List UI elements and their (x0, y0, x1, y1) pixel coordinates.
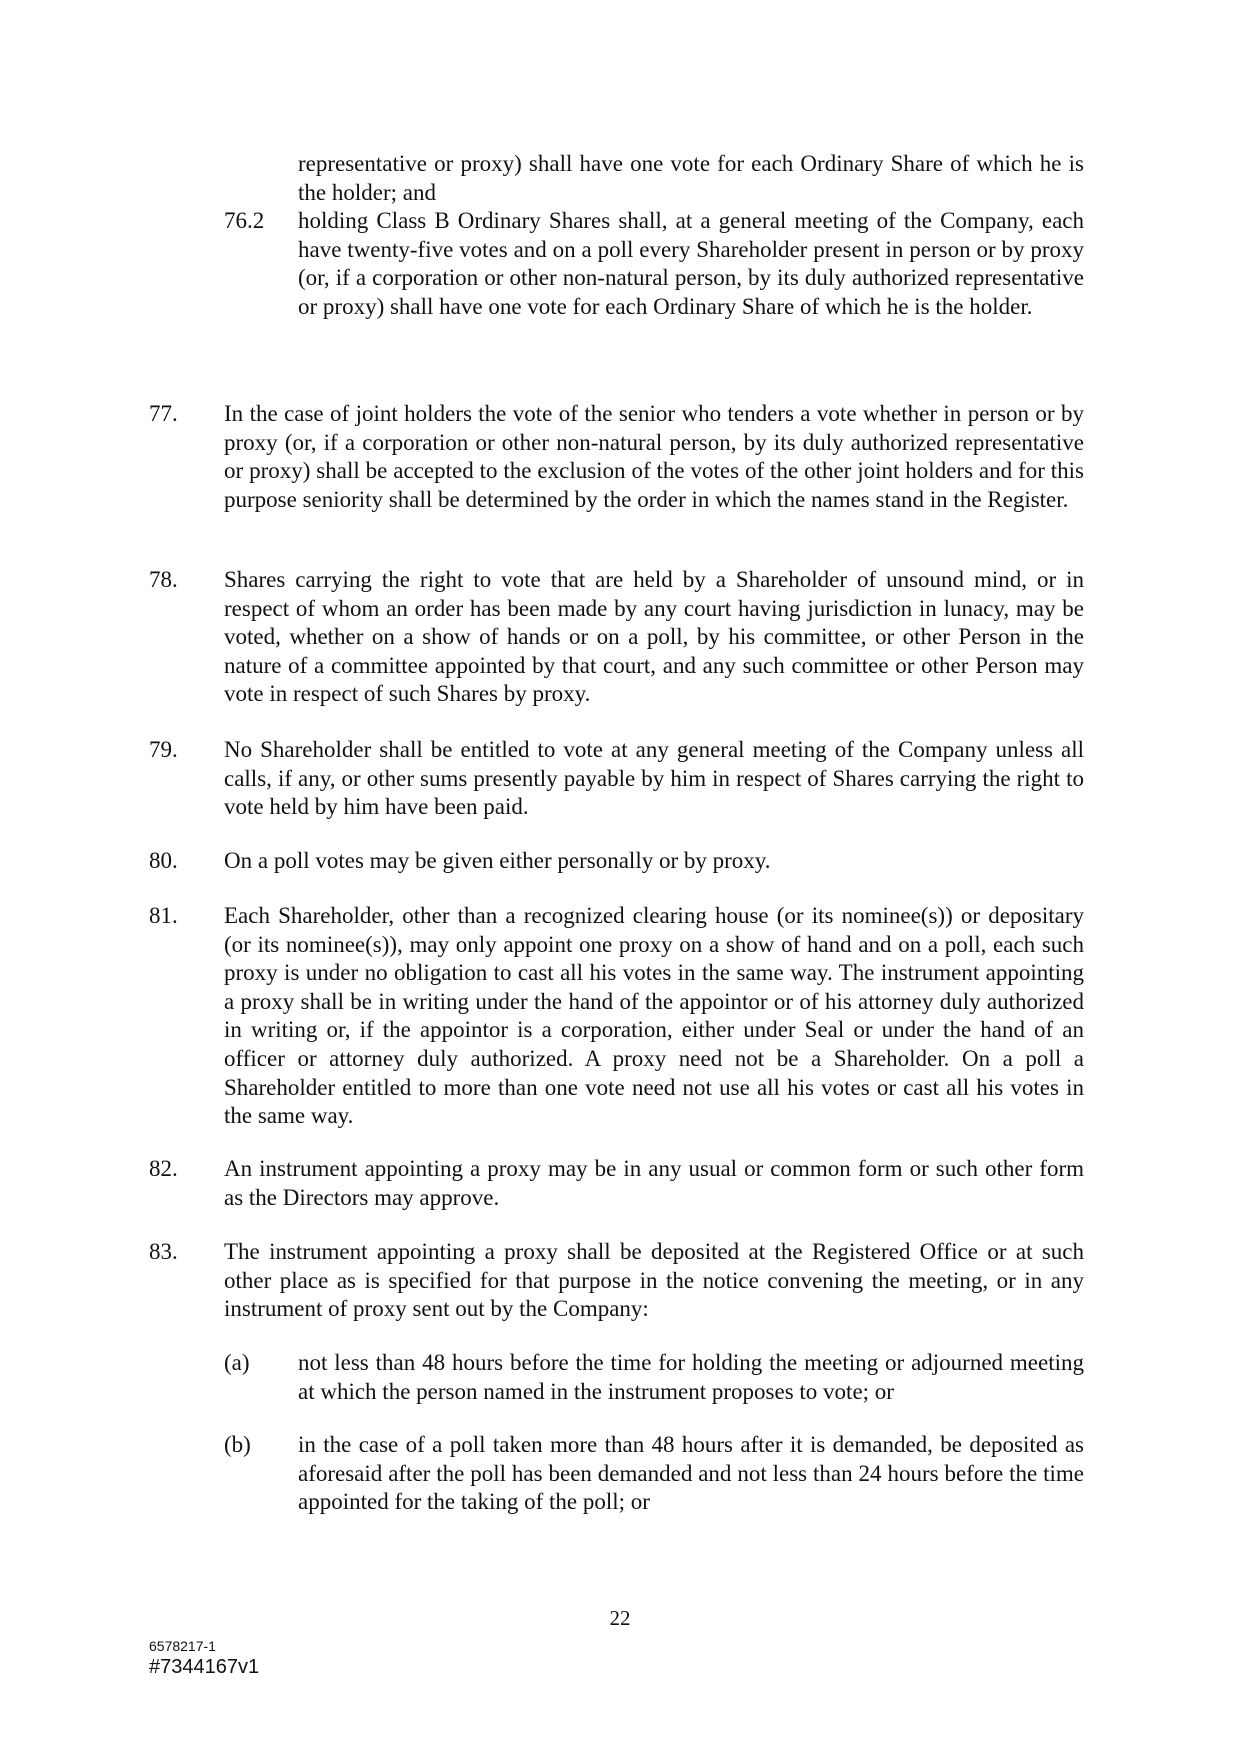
clause-76-2-number: 76.2 (224, 208, 265, 233)
clause-82-number: 82. (149, 1156, 178, 1181)
clause-76-1-continuation: representative or proxy) shall have one vote for each Ordinary Share of which he is the holder; and (298, 151, 1084, 205)
clause-81-text: Each Shareholder, other than a recognized clearing house (or its nominee(s)) or depositary (or its nominee(s)), may only appoint one proxy on a show of hand and on a poll, each such proxy is under no obligation to cast all his votes in the same way. The instrument appointing a proxy shall be in writing under the hand of the appointor or of his attorney duly authorized in writing or, if the appointor is a corporation, either under Seal or under the hand of an officer or attorney duly authorized. A proxy need not be a Shareholder. On a poll a Shareholder entitled to more than one vote need not use all his votes or cast all his votes in the same way. (224, 903, 1084, 1129)
clause-76-2-text: holding Class B Ordinary Shares shall, at a general meeting of the Company, each have twenty-five votes and on a poll every Shareholder present in person or by proxy (or, if a corporation or other non-natural person, by its duly authorized representative or proxy) shall have one vote for each Ordinary Share of which he is the holder. (298, 208, 1084, 319)
clause-79-number: 79. (149, 737, 178, 762)
clause-78-text: Shares carrying the right to vote that are held by a Shareholder of unsound mind, or in respect of whom an order has been made by any court having jurisdiction in lunacy, may be voted, whether on a show of hands or on a poll, by his committee, or other Person in the nature of a committee appointed by that court, and any such committee or other Person may vote in respect of such Shares by proxy. (224, 567, 1084, 707)
clause-81-number: 81. (149, 903, 178, 928)
document-id: 6578217-1 (149, 1638, 216, 1654)
clause-83-number: 83. (149, 1239, 178, 1264)
clause-83-b-number: (b) (224, 1432, 251, 1457)
clause-77-number: 77. (149, 401, 178, 426)
clause-78-number: 78. (149, 567, 178, 592)
document-reference: #7344167v1 (149, 1656, 260, 1678)
clause-83-a-text: not less than 48 hours before the time for holding the meeting or adjourned meeting at which the person named in the instrument proposes to vote; or (298, 1350, 1084, 1404)
clause-80-text: On a poll votes may be given either personally or by proxy. (224, 848, 771, 873)
page-number: 22 (609, 1606, 631, 1630)
clause-83-b-text: in the case of a poll taken more than 48 hours after it is demanded, be deposited as aforesaid after the poll has been demanded and not less than 24 hours before the time appointed for the taking of the poll; or (298, 1432, 1084, 1515)
clause-79-text: No Shareholder shall be entitled to vote at any general meeting of the Company unless all calls, if any, or other sums presently payable by him in respect of Shares carrying the right to vote held by him have been paid. (224, 737, 1084, 820)
clause-83-a-number: (a) (224, 1350, 250, 1375)
clause-83-text: The instrument appointing a proxy shall be deposited at the Registered Office or at such other place as is specified for that purpose in the notice convening the meeting, or in any instrument of proxy sent out by the Company: (224, 1239, 1084, 1322)
clause-77-text: In the case of joint holders the vote of the senior who tenders a vote whether in person or by proxy (or, if a corporation or other non-natural person, by its duly authorized representative or proxy) shall be accepted to the exclusion of the votes of the other joint holders and for this purpose seniority shall be determined by the order in which the names stand in the Register. (224, 401, 1084, 512)
clause-82-text: An instrument appointing a proxy may be in any usual or common form or such other form as the Directors may approve. (224, 1156, 1084, 1210)
clause-80-number: 80. (149, 848, 178, 873)
